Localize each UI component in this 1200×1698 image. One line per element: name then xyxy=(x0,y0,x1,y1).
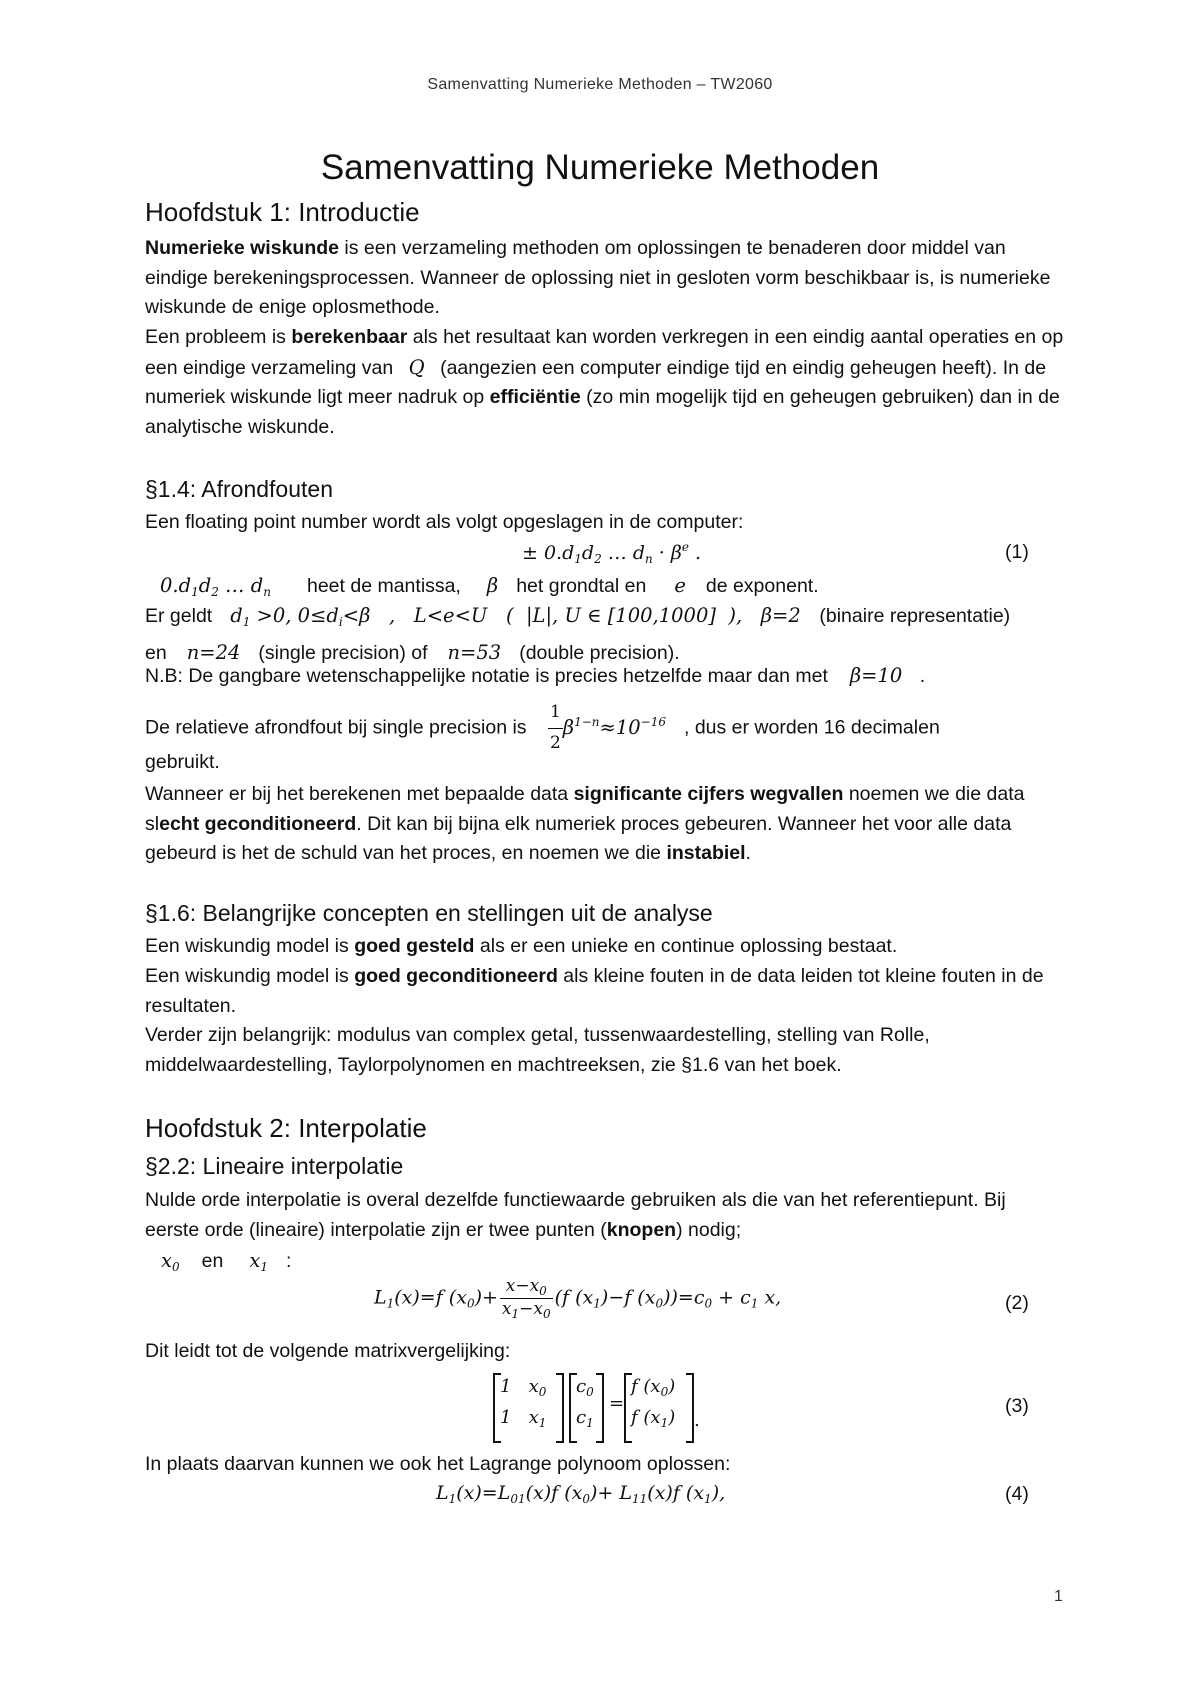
mantissa-math: $0.d_1d_2$ … $d_n$ xyxy=(160,574,271,599)
vector-f: f $(x_0)$ f $(x_1)$ xyxy=(631,1376,676,1430)
paragraph-text: Een wiskundig model is xyxy=(145,935,355,957)
beta10-math: β=10 xyxy=(849,664,903,687)
vector-c: $c_0$ $c_1$ xyxy=(576,1376,594,1430)
paragraph-text: als kleine fouten in de data leiden tot kleine fouten in de resultaten. xyxy=(145,965,1044,1017)
term-goed-gesteld: goed gesteld xyxy=(354,935,475,957)
paragraph-text: als er een unieke en continue oplossing bestaat. xyxy=(474,935,898,957)
paragraph-text: (aangezien een computer eindige tijd en eindig geheugen heeft). In de numeriek wiskunde ligt meer nadruk op xyxy=(145,356,1047,408)
equation-4: $L_1(x)=L_{01}(x)f$ $(x_0)+ L_{11}(x)f$ $(x_1)$, xyxy=(436,1482,726,1506)
page-number: 1 xyxy=(1054,1588,1063,1605)
term-significante-cijfers: significante cijfers wegvallen xyxy=(573,783,844,805)
matrix-intro: Dit leidt tot de volgende matrixvergelijking: xyxy=(145,1340,511,1362)
paragraph-text: . xyxy=(745,842,751,864)
paragraph-text: het grondtal en xyxy=(516,575,647,597)
paragraph-text: N.B: De gangbare wetenschappelijke notatie is precies hetzelfde maar dan met xyxy=(145,665,828,687)
section-2-2-heading: §2.2: Lineaire interpolatie xyxy=(145,1153,404,1179)
paragraph-text: , dus er worden 16 decimalen xyxy=(683,716,940,739)
relative-error-line-end: gebruikt. xyxy=(145,751,220,773)
vector-f-bracket-right xyxy=(686,1373,694,1443)
paragraph-text: heet de mantissa, xyxy=(306,575,461,597)
x0-math: $x_0$ xyxy=(161,1249,180,1274)
paragraph-text: Nulde orde interpolatie is overal dezelfde functiewaarde gebruiken als die van het referentiepunt. Bij eerste orde (lineaire) interpolatie zijn er twee punten ( xyxy=(145,1189,1006,1241)
section-1-4-heading: §1.4: Afrondfouten xyxy=(145,476,333,502)
paragraph-text: Er geldt xyxy=(145,605,213,627)
paragraph-text: . Dit kan bij bijna elk numeriek proces gebeuren. Wanneer het voor alle data gebeurd is het de schuld van het proces, en noemen we die xyxy=(145,812,1012,864)
equation-3-number: (3) xyxy=(1005,1395,1029,1417)
term-efficientie: efficiëntie xyxy=(489,386,581,408)
knots-line: $x_0$ en $x_1$ : xyxy=(161,1249,292,1274)
paragraph-text: ) nodig; xyxy=(676,1218,742,1241)
equation-2: $L_1(x)=f$ $(x_0)+$ $\frac{x-x_0}{x_1-x_0}$ (f $(x_1)-f$ $(x_0))=c_0 + c_1$ x, xyxy=(374,1276,782,1321)
paragraph-text: De relatieve afrondfout bij single precision is xyxy=(145,716,527,739)
chapter-2-heading: Hoofdstuk 2: Interpolatie xyxy=(145,1113,427,1143)
paragraph-text: de exponent. xyxy=(705,575,819,597)
paragraph-text: (single precision) of xyxy=(258,641,428,664)
term-berekenbaar: berekenbaar xyxy=(291,326,408,348)
vector-bracket-right xyxy=(596,1373,604,1443)
paragraph-goed-geconditioneerd xyxy=(145,962,1065,1021)
term-goed-geconditioneerd: goed geconditioneerd xyxy=(354,965,558,987)
term-instabiel: instabiel xyxy=(666,842,746,864)
period: . xyxy=(694,1410,700,1431)
paragraph-text: als het resultaat kan worden verkregen in een eindig aantal operaties en op een eindige verzameling van xyxy=(145,326,1064,379)
matrix-bracket-right xyxy=(556,1373,564,1443)
paragraph-text: (zo min mogelijk tijd en geheugen gebruiken) dan in de analytische wiskunde. xyxy=(145,386,1060,438)
paragraph-text: en xyxy=(201,1250,224,1272)
paragraph-numerieke-wiskunde xyxy=(145,234,1065,323)
equation-1-number: (1) xyxy=(1005,541,1029,563)
paragraph-text: (binaire representatie) en xyxy=(145,605,1011,664)
n24-math: n=24 xyxy=(186,640,241,664)
x1-math: $x_1$ xyxy=(249,1249,268,1274)
document-title: Samenvatting Numerieke Methoden xyxy=(320,148,880,187)
term-slecht-geconditioneerd: echt geconditioneerd xyxy=(159,812,357,835)
chapter-1-heading: Hoofdstuk 1: Introductie xyxy=(145,197,420,227)
lagrange-intro: In plaats daarvan kunnen we ook het Lagrange polynoom oplossen: xyxy=(145,1453,731,1475)
paragraph-interpolatie xyxy=(145,1186,1065,1245)
paragraph-berekenbaar xyxy=(145,323,1065,442)
paragraph-text: Een probleem is xyxy=(145,326,292,348)
paragraph-belangrijk: Verder zijn belangrijk: modulus van complex getal, tussenwaardestelling, stelling van Rolle, middelwaardestelling, Taylorpolynomen en machtreeksen, zie §1.6 van het boek. xyxy=(145,1024,930,1076)
paragraph-conditionering xyxy=(145,780,1065,869)
running-header: Samenvatting Numerieke Methoden – TW2060 xyxy=(427,76,773,93)
matrix-a: 1 $x_0$ 1 $x_1$ xyxy=(500,1376,547,1430)
paragraph-text: (double precision). xyxy=(519,641,680,664)
section-1-6-heading: §1.6: Belangrijke concepten en stellingen uit de analyse xyxy=(145,900,713,926)
e-symbol: e xyxy=(674,574,686,597)
floating-point-intro: Een floating point number wordt als volgt opgeslagen in de computer: xyxy=(145,511,744,533)
n53-math: n=53 xyxy=(447,640,502,664)
equation-1: ± $0.d_1d_2$ … $d_n \cdot \beta^e$ . xyxy=(522,540,702,566)
constraints-line xyxy=(145,601,1065,668)
equation-2-number: (2) xyxy=(1005,1292,1029,1314)
equation-4-number: (4) xyxy=(1005,1483,1029,1505)
relative-error-math: $\frac{1}{2}$ $\beta^{1-n}\approx 10^{-16}$ xyxy=(548,716,666,739)
term-numerieke-wiskunde: Numerieke wiskunde xyxy=(145,237,339,259)
constraints-math: $d_1 >0$, $0\le d_i<\beta$ , L<e<U ( |L|, U ∈ [100,1000] ), β=2 xyxy=(230,604,820,629)
paragraph-text: is een verzameling methoden om oplossingen te benaderen door middel van eindige berekeningsprocessen. Wanneer de oplossing niet in gesloten vorm beschikbaar is, is numerieke wiskunde de enige oplosmethode. xyxy=(145,237,1051,318)
term-knopen: knopen xyxy=(606,1218,677,1241)
paragraph-goed-gesteld xyxy=(145,932,1065,962)
paragraph-text: noemen we die data sl xyxy=(145,783,1025,835)
nb-line: N.B: De gangbare wetenschappelijke notatie is precies hetzelfde maar dan met β=10 . xyxy=(145,664,926,687)
beta-symbol: β xyxy=(486,574,499,597)
math-symbol-q: Q xyxy=(408,355,425,379)
paragraph-text: Een wiskundig model is xyxy=(145,965,355,987)
equals-sign: = xyxy=(609,1393,625,1414)
paragraph-text: Wanneer er bij het berekenen met bepaalde data xyxy=(145,783,574,805)
